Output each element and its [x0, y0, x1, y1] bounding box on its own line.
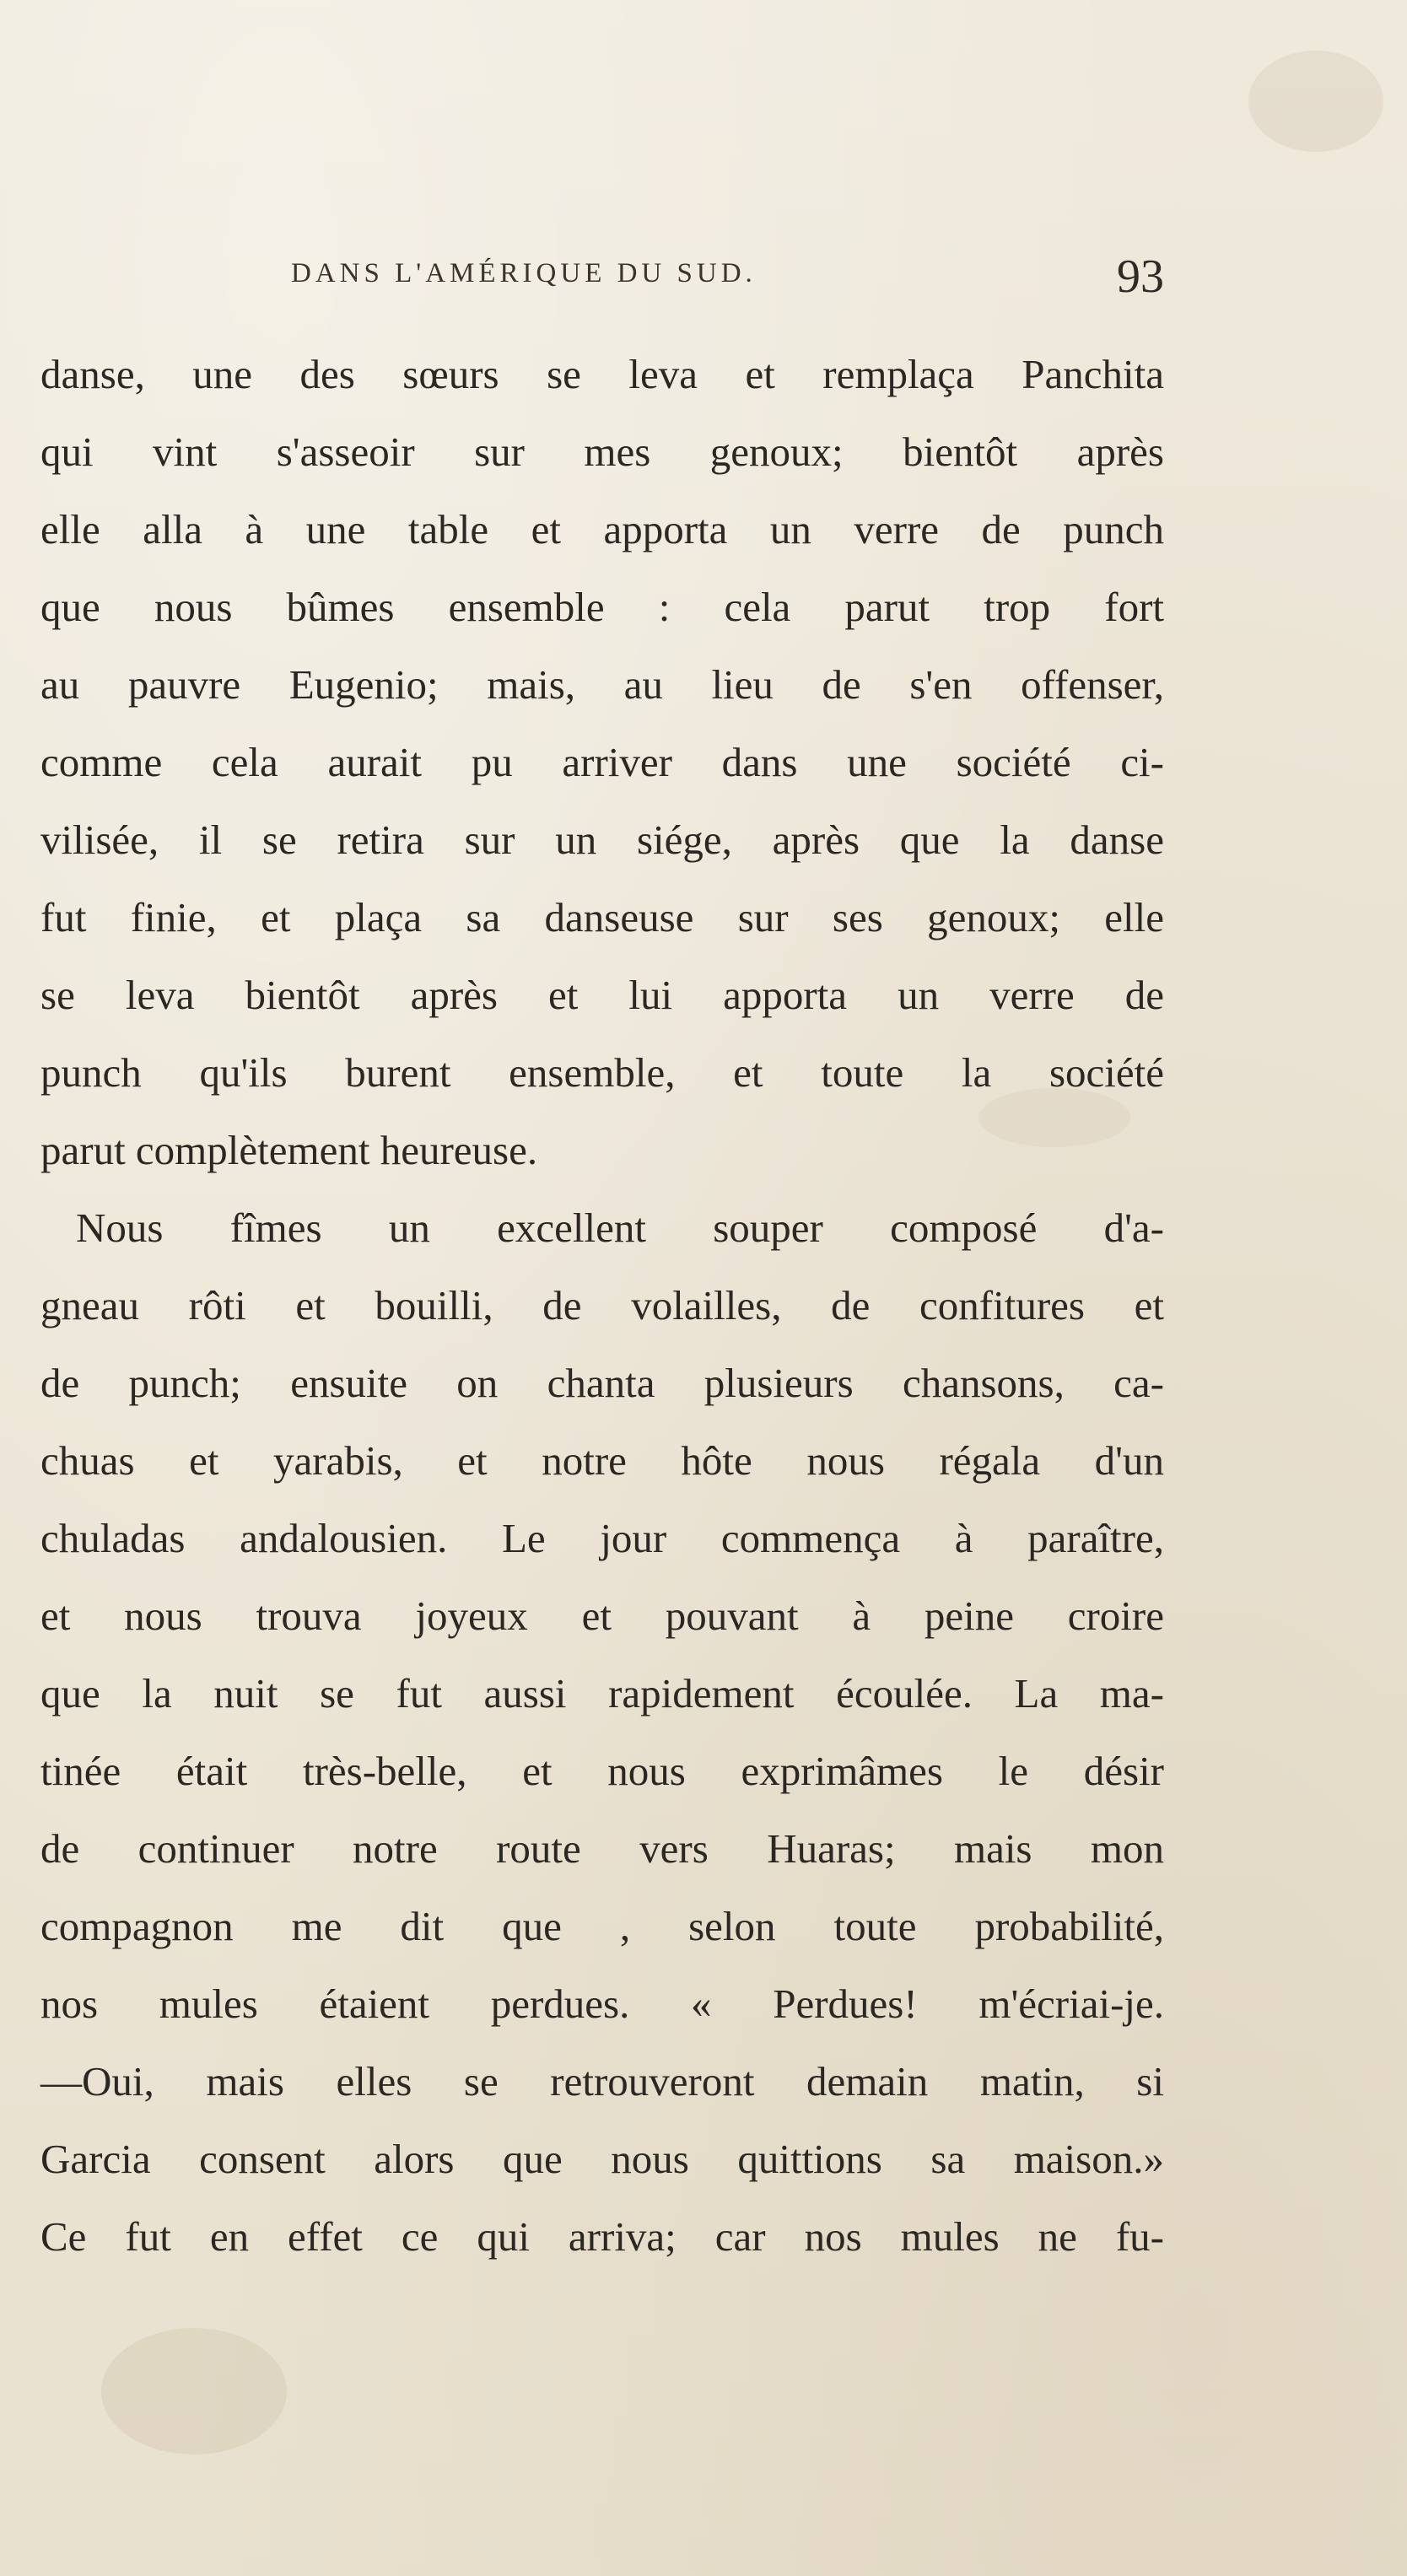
text-line: tinée était très-belle, et nous exprimâmes le désir [40, 1748, 1164, 1794]
paper-stain [1248, 51, 1383, 152]
text-line: gneau rôti et bouilli, de volailles, de confitures et [40, 1282, 1164, 1328]
running-head: DANS L'AMÉRIQUE DU SUD. [291, 258, 757, 288]
text-line: que la nuit se fut aussi rapidement écoulée. La ma- [40, 1670, 1164, 1716]
text-line: de punch; ensuite on chanta plusieurs chansons, ca- [40, 1360, 1164, 1406]
text-line: Garcia consent alors que nous quittions sa maison.» [40, 2136, 1164, 2182]
text-line: chuladas andalousien. Le jour commença à paraître, [40, 1515, 1164, 1561]
text-line: compagnon me dit que , selon toute probabilité, [40, 1903, 1164, 1949]
text-line: et nous trouva joyeux et pouvant à peine croire [40, 1592, 1164, 1639]
paper-stain [101, 2328, 287, 2455]
text-line: fut finie, et plaça sa danseuse sur ses genoux; elle [40, 894, 1164, 940]
text-line: Ce fut en effet ce qui arriva; car nos mules ne fu- [40, 2213, 1164, 2260]
text-line: se leva bientôt après et lui apporta un verre de [40, 972, 1164, 1018]
text-line: que nous bûmes ensemble : cela parut trop fort [40, 584, 1164, 630]
text-line: de continuer notre route vers Huaras; mais mon [40, 1825, 1164, 1872]
text-line: qui vint s'asseoir sur mes genoux; bientôt après [40, 428, 1164, 475]
page-number: 93 [1117, 251, 1164, 303]
text-line: au pauvre Eugenio; mais, au lieu de s'en offenser, [40, 661, 1164, 708]
text-line: —Oui, mais elles se retrouveront demain matin, si [40, 2058, 1164, 2104]
text-line: danse, une des sœurs se leva et remplaça Panchita [40, 351, 1164, 397]
text-line: punch qu'ils burent ensemble, et toute la société [40, 1049, 1164, 1096]
text-line: vilisée, il se retira sur un siége, après que la danse [40, 816, 1164, 863]
body-text [40, 336, 1164, 2276]
text-line: chuas et yarabis, et notre hôte nous régala d'un [40, 1437, 1164, 1484]
paragraph-end-line: parut complètement heureuse. [40, 1127, 538, 1173]
text-line: comme cela aurait pu arriver dans une société ci- [40, 739, 1164, 785]
paragraph-start-line: Nous fîmes un excellent souper composé d'a- [76, 1204, 1164, 1251]
page-header [291, 250, 1164, 317]
text-line: elle alla à une table et apporta un verre de punch [40, 506, 1164, 552]
text-line: nos mules étaient perdues. « Perdues! m'écriai-je. [40, 1981, 1164, 2027]
